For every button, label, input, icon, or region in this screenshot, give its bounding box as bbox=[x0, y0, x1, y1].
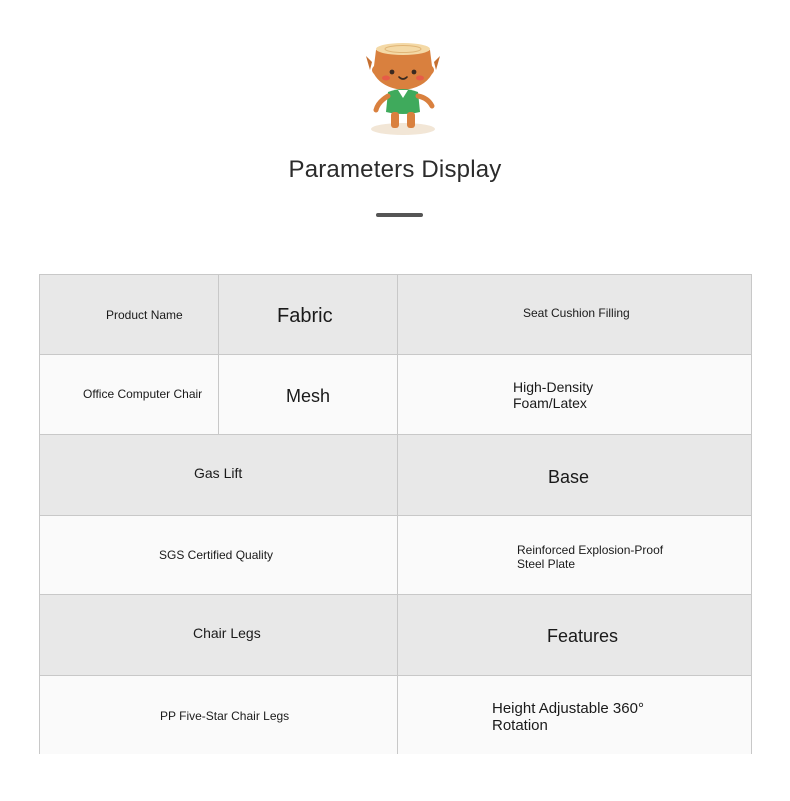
cell-value-gas-lift: SGS Certified Quality bbox=[159, 548, 274, 562]
table-cell bbox=[40, 355, 218, 434]
title-underline bbox=[376, 213, 423, 217]
table-cell bbox=[40, 516, 397, 594]
table-cell bbox=[218, 275, 397, 354]
table-cell bbox=[397, 355, 751, 434]
page-title: Parameters Display bbox=[288, 156, 502, 183]
cell-value-fabric: Mesh bbox=[286, 386, 331, 406]
table-row bbox=[40, 516, 751, 595]
table-row bbox=[40, 435, 751, 516]
table-cell bbox=[40, 435, 397, 515]
table-row bbox=[40, 595, 751, 676]
cell-value-features: Height Adjustable 360° Rotation bbox=[492, 700, 644, 735]
cell-label-seat-cushion: Seat Cushion Filling bbox=[523, 306, 630, 320]
table-cell bbox=[218, 355, 397, 434]
cell-label-chair-legs: Chair Legs bbox=[193, 625, 261, 641]
cell-label-gas-lift: Gas Lift bbox=[194, 465, 243, 481]
table-cell bbox=[40, 676, 397, 754]
cell-value-chair-legs: PP Five-Star Chair Legs bbox=[160, 709, 290, 723]
cell-label-fabric: Fabric bbox=[277, 305, 333, 327]
table-cell bbox=[397, 275, 751, 354]
table-row bbox=[40, 275, 751, 355]
table-cell bbox=[40, 275, 218, 354]
table-cell bbox=[397, 676, 751, 754]
wooden-stump-mascot-icon bbox=[366, 40, 440, 138]
table-cell bbox=[397, 595, 751, 675]
cell-label-base: Base bbox=[548, 467, 590, 487]
table-cell bbox=[397, 516, 751, 594]
table-row bbox=[40, 676, 751, 754]
cell-label-features: Features bbox=[547, 626, 619, 646]
table-row bbox=[40, 355, 751, 435]
parameters-table bbox=[39, 274, 752, 754]
cell-value-seat-cushion: High-Density Foam/Latex bbox=[513, 379, 594, 412]
table-cell bbox=[397, 435, 751, 515]
cell-value-product-name: Office Computer Chair bbox=[83, 387, 203, 401]
cell-label-product-name: Product Name bbox=[106, 308, 183, 322]
cell-value-base: Reinforced Explosion-Proof Steel Plate bbox=[517, 543, 664, 571]
table-cell bbox=[40, 595, 397, 675]
